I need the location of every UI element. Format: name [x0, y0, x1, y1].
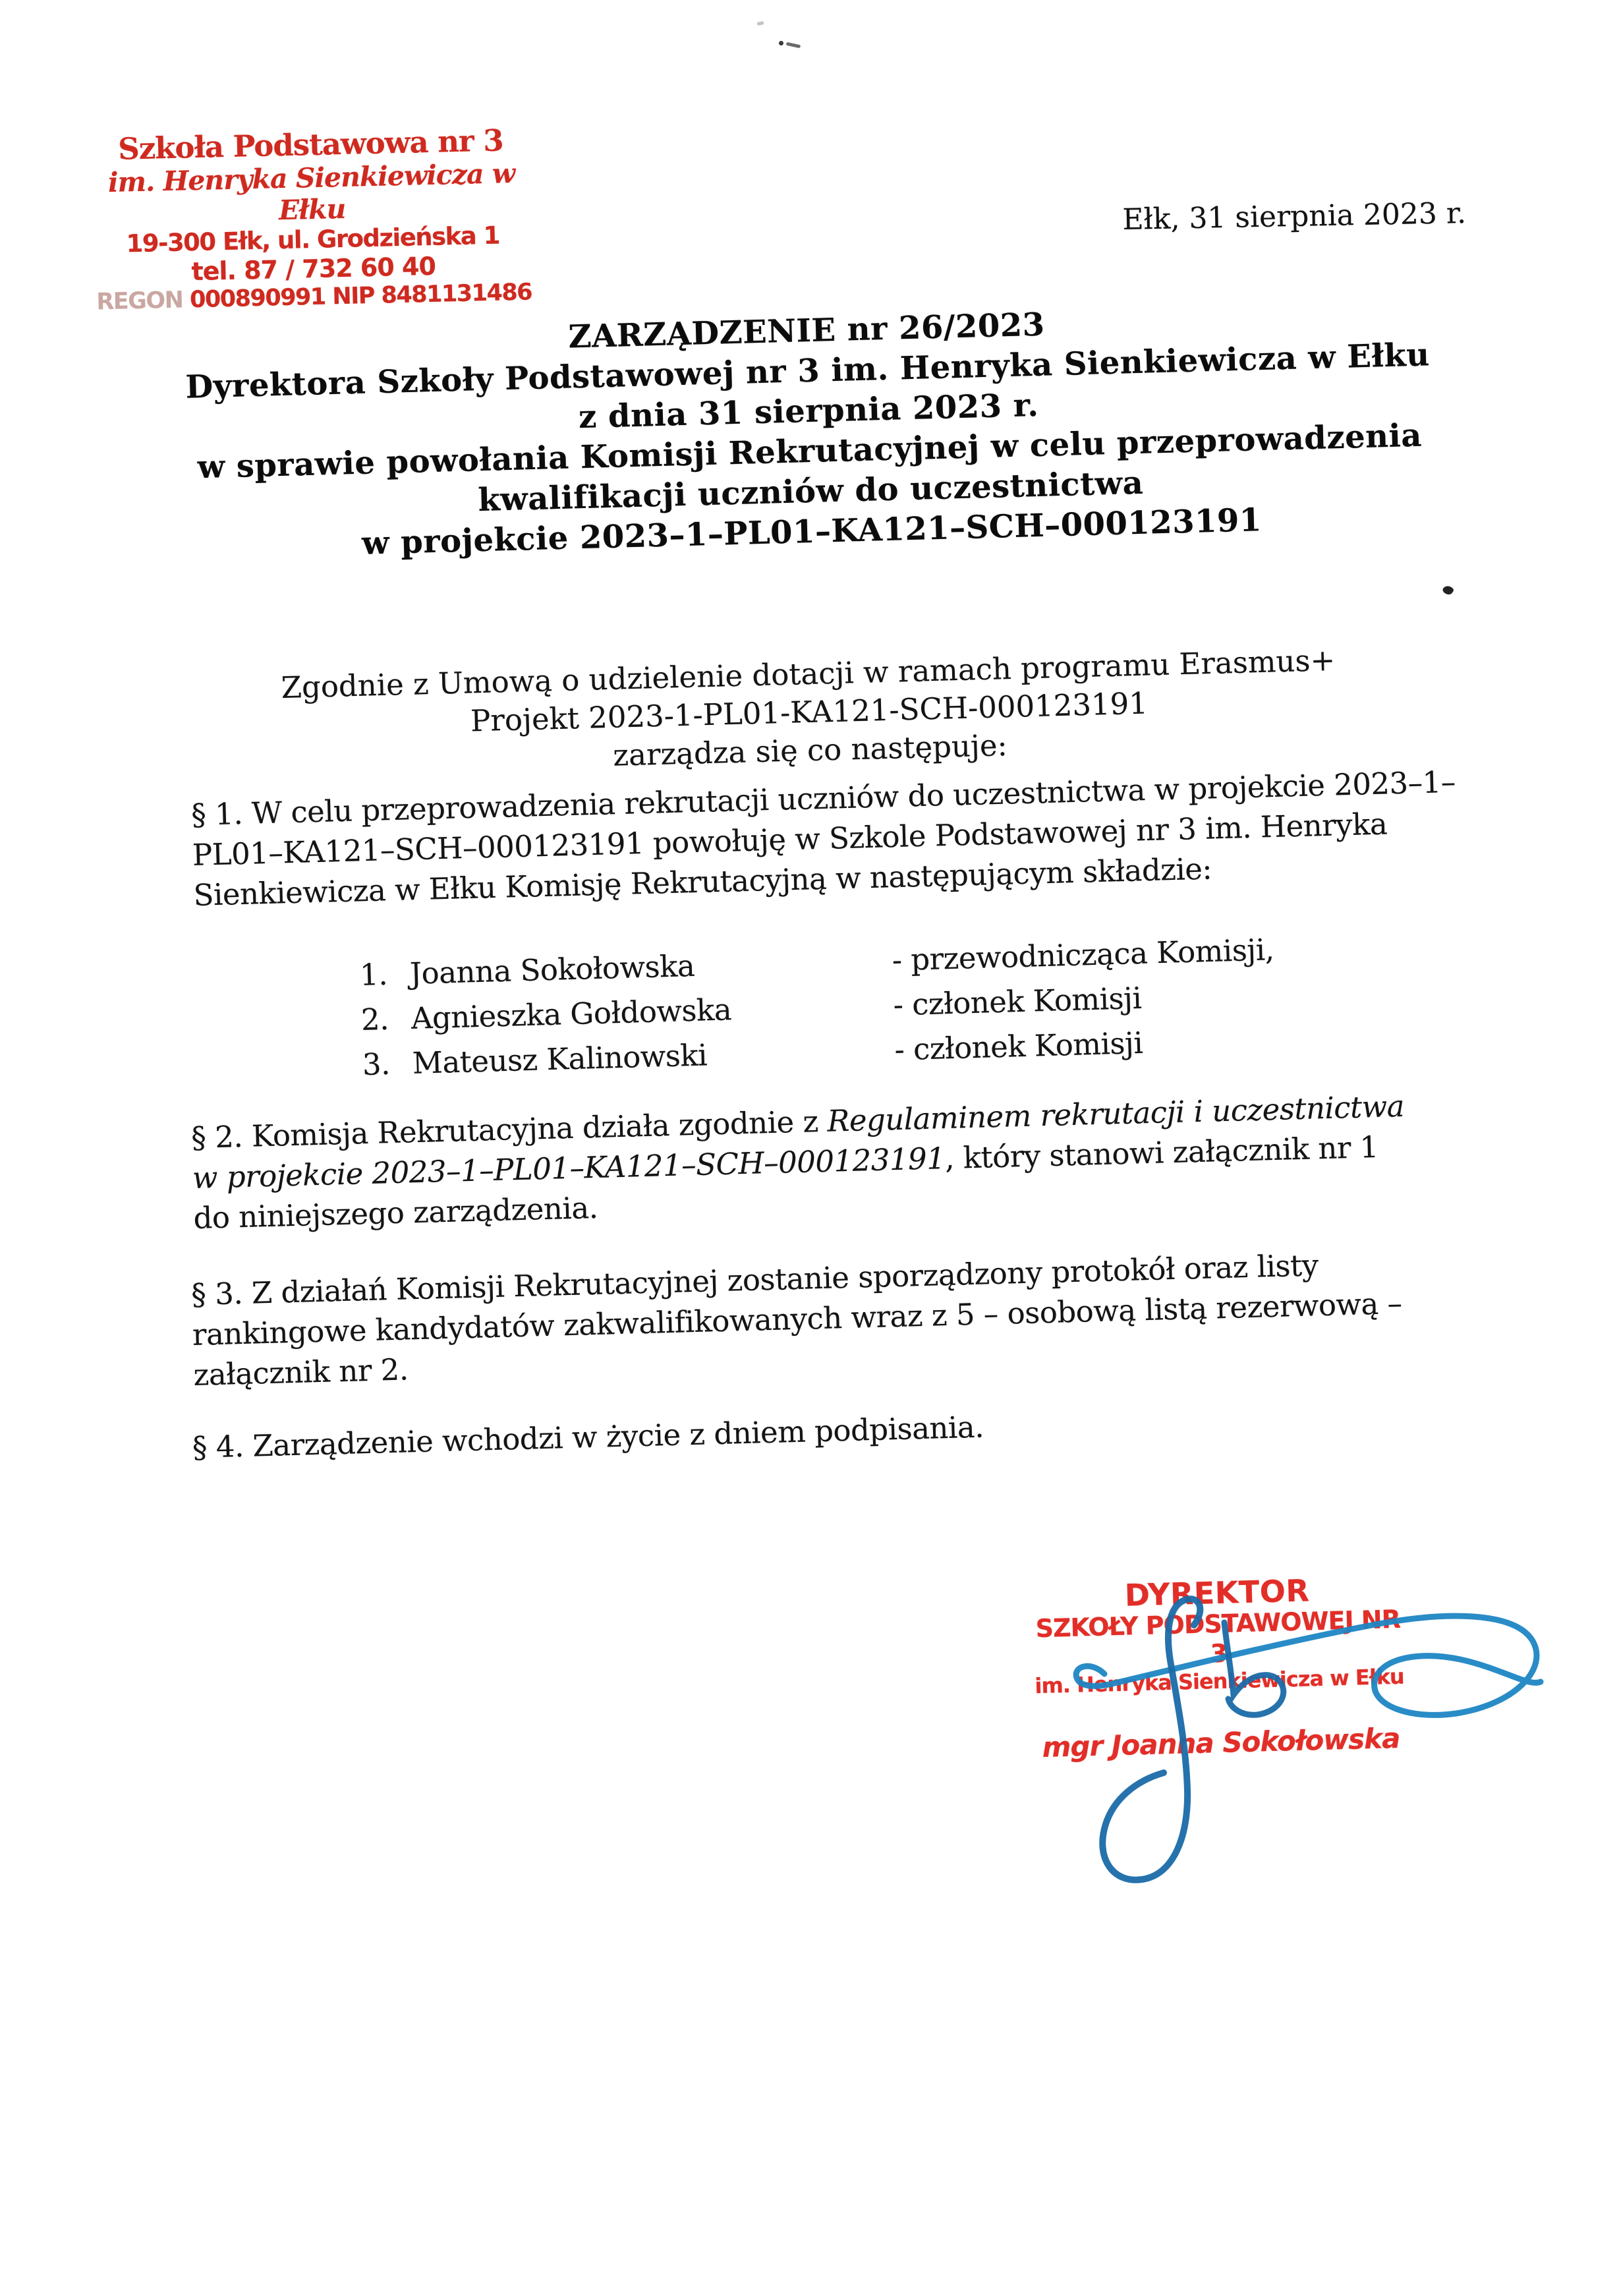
paragraph-3: § 3. Z działań Komisji Rekrutacyjnej zostanie sporządzony protokół oraz listy rankingowe kandydatów zakwalifikowanych wraz z 5 – osobową listą rezerwową – załącznik nr 2.	[190, 1248, 1403, 1392]
director-stamp-school: SZKOŁY PODSTAWOWEJ NR 3	[1035, 1604, 1401, 1669]
document-title: ZARZĄDZENIE nr 26/2023 Dyrektora Szkoły Podstawowej nr 3 im. Henryka Sienkiewicza w Ełku z dnia 31 sierpnia 2023 r. w sprawie powołania Komisji Rekrutacyjnej w celu przeprowadzenia kwalifikacji uczniów do uczestnictwa w projekcie 2023–1–PL01–KA121–SCH–000123191	[185, 306, 1431, 562]
paragraph-2-start: § 2. Komisja Rekrutacyjna działa zgodnie z	[190, 1103, 828, 1156]
member-name: Mateusz Kalinowski	[412, 1037, 708, 1081]
member-name: Joanna Sokołowska	[409, 948, 695, 991]
scan-smudge-faint	[757, 21, 764, 26]
preamble: Zgodnie z Umową o udzielenie dotacji w ramach programu Erasmus+ Projekt 2023-1-PL01-KA121-SCH-000123191 zarządza się co następuje:	[281, 643, 1336, 773]
stray-ink-mark	[1442, 584, 1455, 596]
director-stamp-signer: mgr Joanna Sokołowska	[1042, 1721, 1400, 1764]
place-date-line: Ełk, 31 sierpnia 2023 r.	[1122, 196, 1467, 237]
member-role: - członek Komisji	[892, 980, 1143, 1023]
scan-smudge-dot	[779, 41, 783, 45]
school-phone: tel. 87 / 732 60 40	[191, 251, 436, 287]
regon-nip-numbers: 000890991 NIP 8481131486	[182, 279, 532, 314]
member-number: 3.	[362, 1046, 391, 1082]
director-stamp-patron: im. Henryka Sienkiewicza w Ełku	[1034, 1663, 1405, 1699]
member-number: 2.	[360, 1001, 389, 1037]
member-name: Agnieszka Gołdowska	[411, 992, 732, 1036]
school-patron: im. Henryka Sienkiewicza w Ełku	[107, 158, 515, 227]
signature-letter-stroke	[1224, 1622, 1284, 1715]
paragraph-2-end: , który stanowi załącznik nr 1 do niniejszego zarządzenia.	[192, 1129, 1379, 1236]
school-letterhead-stamp	[89, 123, 536, 316]
paragraph-2	[191, 1083, 1518, 1238]
regon-label-faded: REGON	[96, 287, 183, 316]
paragraph-4: § 4. Zarządzenie wchodzi w życie z dniem podpisania.	[192, 1409, 984, 1465]
handwritten-signature-ink	[1015, 1588, 1555, 1898]
paragraph-1: § 1. W celu przeprowadzenia rekrutacji uczniów do uczestnictwa w projekcie 2023–1– PL01–KA121–SCH–000123191 powołuję w Szkole Podstawowej nr 3 im. Henryka Sienkiewicza w Ełku Komisję Rekrutacyjną w następującym składzie:	[190, 764, 1456, 913]
regulation-reference-italic: Regulaminem rekrutacji i uczestnictwa w projekcie 2023–1–PL01–KA121–SCH–000123191	[192, 1088, 1405, 1195]
scan-smudge-dash	[786, 42, 801, 48]
member-role: - członek Komisji	[894, 1025, 1143, 1068]
school-address: 19-300 Ełk, ul. Grodzieńska 1	[126, 221, 500, 258]
signature-initial-stroke	[1102, 1599, 1200, 1880]
school-name: Szkoła Podstawowa nr 3	[117, 123, 504, 167]
member-role: - przewodnicząca Komisji,	[892, 932, 1275, 978]
committee-list	[359, 924, 1390, 1087]
signature-flourish-stroke	[1076, 1616, 1541, 1715]
member-number: 1.	[359, 956, 388, 993]
director-stamp-title: DYREKTOR	[1124, 1572, 1310, 1613]
